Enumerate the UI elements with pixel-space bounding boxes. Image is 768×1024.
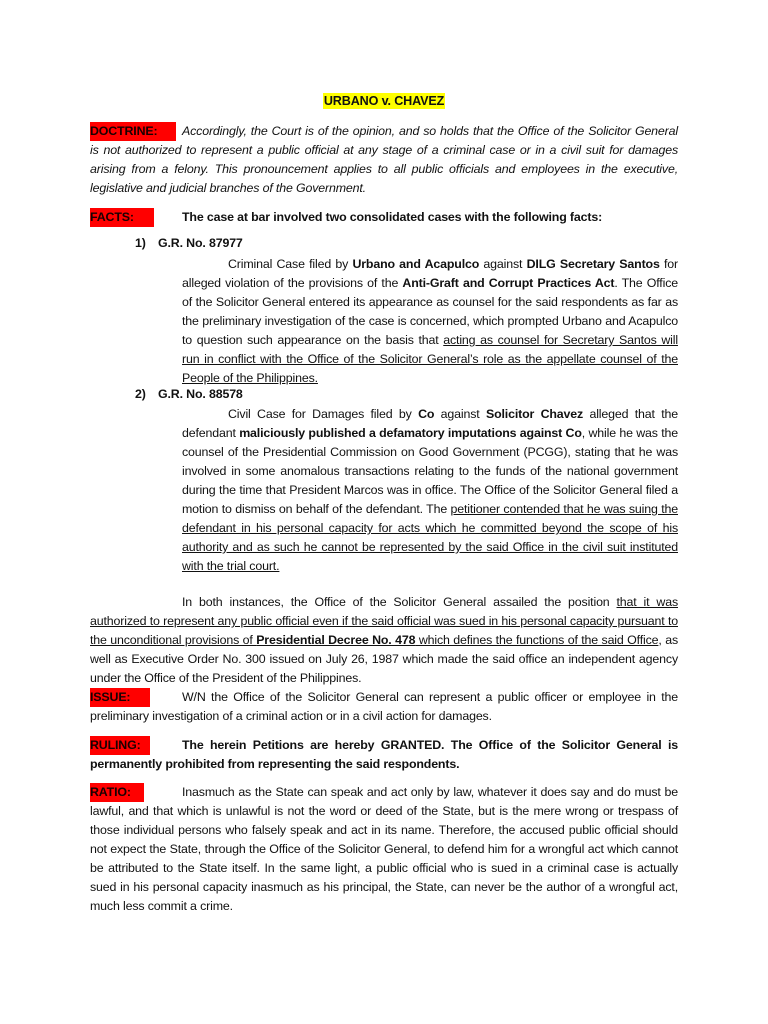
issue-label: ISSUE: <box>90 688 150 707</box>
text-segment: URBANO v. CHAVEZ <box>323 94 445 108</box>
text-segment: against <box>434 407 486 421</box>
ratio-section <box>90 783 678 916</box>
doctrine-text: Accordingly, the Court is of the opinion, and so holds that the Office of the Solicitor General is not authorized to represent a public official at any stage of a criminal case or in a civil suit for damages arising from a felony. This pronouncement applies to all public officials and employees in the executive, legislative and judicial branches of the Government. <box>90 124 678 195</box>
text-segment: alleged that the defendant <box>182 407 678 440</box>
issue-text: W/N the Office of the Solicitor General can represent a public officer or employee in the preliminary investigation of a criminal action or in a civil action for damages. <box>90 690 678 723</box>
text-segment: 1) <box>135 236 146 250</box>
text-segment: DILG Secretary Santos <box>526 257 660 271</box>
text-segment: Co <box>418 407 435 421</box>
text-segment: petitioner contended that he was suing the defendant in his personal capacity for acts which he committed beyond the scope of his authority and as such he cannot be represented by the said Office in the civil suit instituted with the trial court. <box>182 502 678 573</box>
facts-intro: The case at bar involved two consolidated cases with the following facts: <box>182 210 603 224</box>
text-segment: In both instances, the Office of the Solicitor General assailed the position <box>182 595 617 609</box>
both-instances-paragraph <box>90 593 678 688</box>
text-segment: Civil Case for Damages filed by <box>228 407 419 421</box>
facts-label: FACTS: <box>90 208 154 227</box>
text-segment: , while he was the counsel of the Presidential Commission on Good Government (PCGG), stating that he was involved in some anomalous transactions relating to the funds of the national government during the time that President Marcos was in office. The Office of the Solicitor General filed a motion to dismiss on behalf of the defendant. The <box>182 426 678 516</box>
issue-section <box>90 688 678 726</box>
text-segment: for alleged violation of the provisions of the <box>182 257 679 290</box>
text-segment: 2) <box>135 387 146 401</box>
case-1-heading <box>135 236 243 250</box>
text-segment: G.R. No. 87977 <box>158 236 243 250</box>
text-segment: G.R. No. 88578 <box>158 387 243 401</box>
text-segment: Presidential Decree No. 478 <box>256 633 416 647</box>
case-2-heading <box>135 387 243 401</box>
text-segment: Anti-Graft and Corrupt Practices Act <box>402 276 615 290</box>
facts-section <box>90 208 678 227</box>
ruling-section <box>90 736 678 774</box>
doctrine-section <box>90 122 678 198</box>
text-segment: that it was authorized to represent any public official even if the said official was sued in his personal capacity pursuant to the unconditional provisions of <box>90 595 678 647</box>
ratio-label: RATIO: <box>90 783 144 802</box>
document-title <box>0 94 768 108</box>
doctrine-label: DOCTRINE: <box>90 122 176 141</box>
text-segment: which defines the functions of the said Office <box>415 633 659 647</box>
text-segment: Urbano and Acapulco <box>352 257 480 271</box>
ruling-text: The herein Petitions are hereby GRANTED. The Office of the Solicitor General is permanently prohibited from representing the said respondents. <box>90 738 678 771</box>
text-segment: maliciously published a defamatory imputations against Co <box>239 426 582 440</box>
text-segment: acting as counsel for Secretary Santos will run in conflict with the Office of the Solicitor General’s role as the appellate counsel of the People of the Philippines. <box>182 333 678 385</box>
text-segment: , as well as Executive Order No. 300 issued on July 26, 1987 which made the said office an independent agency under the Office of the President of the Philippines. <box>90 633 678 685</box>
text-segment: against <box>479 257 527 271</box>
case-2-body <box>182 405 678 576</box>
text-segment: Criminal Case filed by <box>228 257 353 271</box>
text-segment: Solicitor Chavez <box>485 407 584 421</box>
ratio-text: Inasmuch as the State can speak and act only by law, whatever it does say and do must be lawful, and that which is unlawful is not the word or deed of the State, but is the mere wrong or trespass of those individual persons who falsely speak and act in its name. Therefore, the accused public official should not expect the State, through the Office of the Solicitor General, to defend him for a wrongful act which cannot be attributed to the State itself. In the same light, a public official who is sued in a criminal case is actually sued in his personal capacity inasmuch as his principal, the State, can never be the author of a wrongful act, much less commit a crime. <box>90 785 678 913</box>
text-segment: . The Office of the Solicitor General entered its appearance as counsel for the said respondents as far as the preliminary investigation of the case is concerned, which prompted Urbano and Acapulco to question such appearance on the basis that <box>182 276 678 347</box>
case-1-body <box>182 255 678 388</box>
ruling-label: RULING: <box>90 736 150 755</box>
